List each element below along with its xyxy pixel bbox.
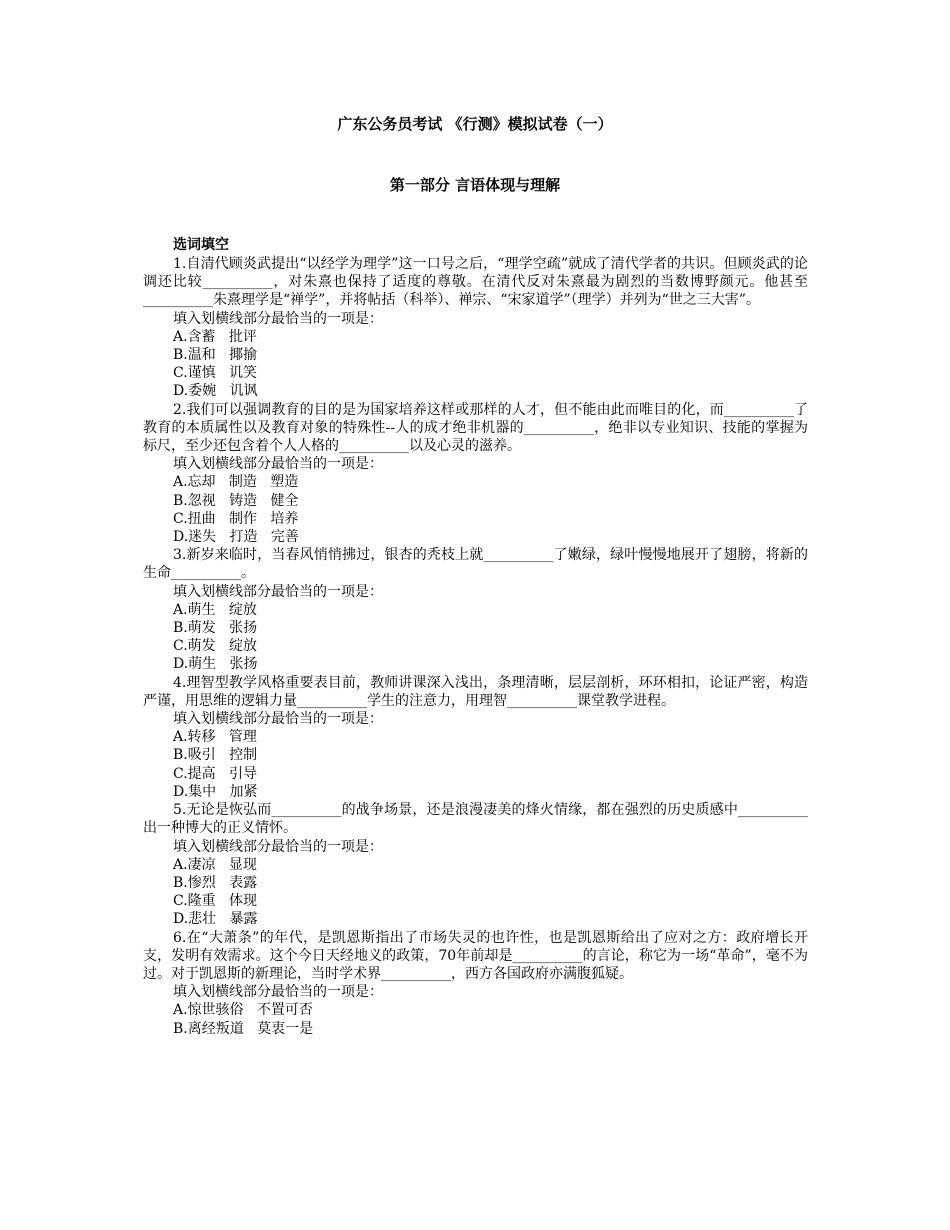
question-prompt: 填入划横线部分最恰当的一项是： — [173, 838, 383, 855]
question-prompt: 填入划横线部分最恰当的一项是： — [173, 310, 383, 327]
question-prompt: 填入划横线部分最恰当的一项是： — [173, 984, 383, 1001]
document-title: 广东公务员考试 《行测》模拟试卷（一） — [337, 115, 613, 133]
option-a: A.凄凉 显现 — [173, 856, 257, 873]
option-d: D.迷失 打造 完善 — [173, 529, 299, 546]
option-c: C.萌发 绽放 — [173, 638, 258, 655]
option-d: D.悲壮 暴露 — [173, 911, 258, 928]
option-d: D.委婉 讥讽 — [173, 383, 258, 400]
option-b: B.吸引 控制 — [173, 747, 258, 764]
question-1 — [143, 255, 808, 401]
question-text: 6.在“大萧条”的年代，是凯恩斯指出了市场失灵的也许性，也是凯恩斯给出了应对之方：政府增长开支，发明有效需求。这个今日天经地义的政策，70年前却是__________的言论，称它为一场“革命”，毫不为过。对于凯恩斯的新理论，当时学术界__________，西方各国政府亦满腹狐疑。 — [143, 929, 808, 982]
option-d: D.集中 加紧 — [173, 783, 258, 800]
question-prompt: 填入划横线部分最恰当的一项是： — [173, 583, 383, 600]
option-d: D.萌生 张扬 — [173, 656, 258, 673]
question-6 — [143, 929, 808, 1038]
question-text: 2.我们可以强调教育的目的是为国家培养这样或那样的人才，但不能由此而唯目的化，而__________了教育的本质属性以及教育对象的特殊性--人的成才绝非机器的__________，绝非以专业知识、技能的掌握为标尺，至少还包含着个人人格的__________以及心灵的滋养。 — [143, 401, 808, 455]
option-b: B.忽视 铸造 健全 — [173, 492, 299, 509]
option-b: B.萌发 张扬 — [173, 620, 258, 637]
option-b: B.温和 揶揄 — [173, 347, 258, 364]
document-body — [143, 236, 808, 1038]
question-3 — [143, 546, 808, 673]
option-a: A.惊世骇俗 不置可否 — [173, 1002, 313, 1019]
question-prompt: 填入划横线部分最恰当的一项是： — [173, 711, 383, 728]
option-b: B.离经叛道 莫衷一是 — [173, 1020, 314, 1037]
question-text: 1.自清代顾炎武提出“以经学为理学”这一口号之后，“理学空疏”就成了清代学者的共识。但顾炎武的论调还比较__________，对朱熹也保持了适度的尊敬。在清代反对朱熹最为剧烈的当数博野颜元。他甚至__________朱熹理学是“禅学”，并将帖括（科举）、禅宗、“宋家道学”（理学）并列为“世之三大害”。 — [143, 256, 808, 309]
question-text: 3.新岁来临时，当春风悄悄拂过，银杏的秃枝上就__________了嫩绿，绿叶慢慢地展开了翅膀，将新的生命__________。 — [143, 547, 808, 582]
option-a: A.含蓄 批评 — [173, 328, 257, 345]
question-4 — [143, 674, 808, 801]
option-c: C.谨慎 讥笑 — [173, 365, 258, 382]
question-text: 5.无论是恢弘而__________的战争场景，还是浪漫凄美的烽火情缘，都在强烈的历史质感中__________出一种博大的正义情怀。 — [143, 802, 808, 837]
option-a: A.忘却 制造 塑造 — [173, 474, 299, 491]
question-prompt: 填入划横线部分最恰当的一项是： — [173, 456, 383, 473]
option-c: C.提高 引导 — [173, 765, 258, 782]
option-c: C.隆重 体现 — [173, 893, 258, 910]
question-5 — [143, 801, 808, 928]
question-2 — [143, 401, 808, 547]
question-text: 4.理智型教学风格重要表目前，教师讲课深入浅出，条理清晰，层层剖析，环环相扣，论证严密，构造严谨，用思维的逻辑力量__________学生的注意力，用理智__________课堂教学进程。 — [143, 674, 808, 709]
section-heading: 选词填空 — [173, 237, 229, 253]
option-b: B.惨烈 表露 — [173, 874, 258, 891]
option-a: A.萌生 绽放 — [173, 601, 257, 618]
option-c: C.扭曲 制作 培养 — [173, 510, 299, 527]
option-a: A.转移 管理 — [173, 729, 257, 746]
part-title: 第一部分 言语体现与理解 — [389, 176, 561, 194]
